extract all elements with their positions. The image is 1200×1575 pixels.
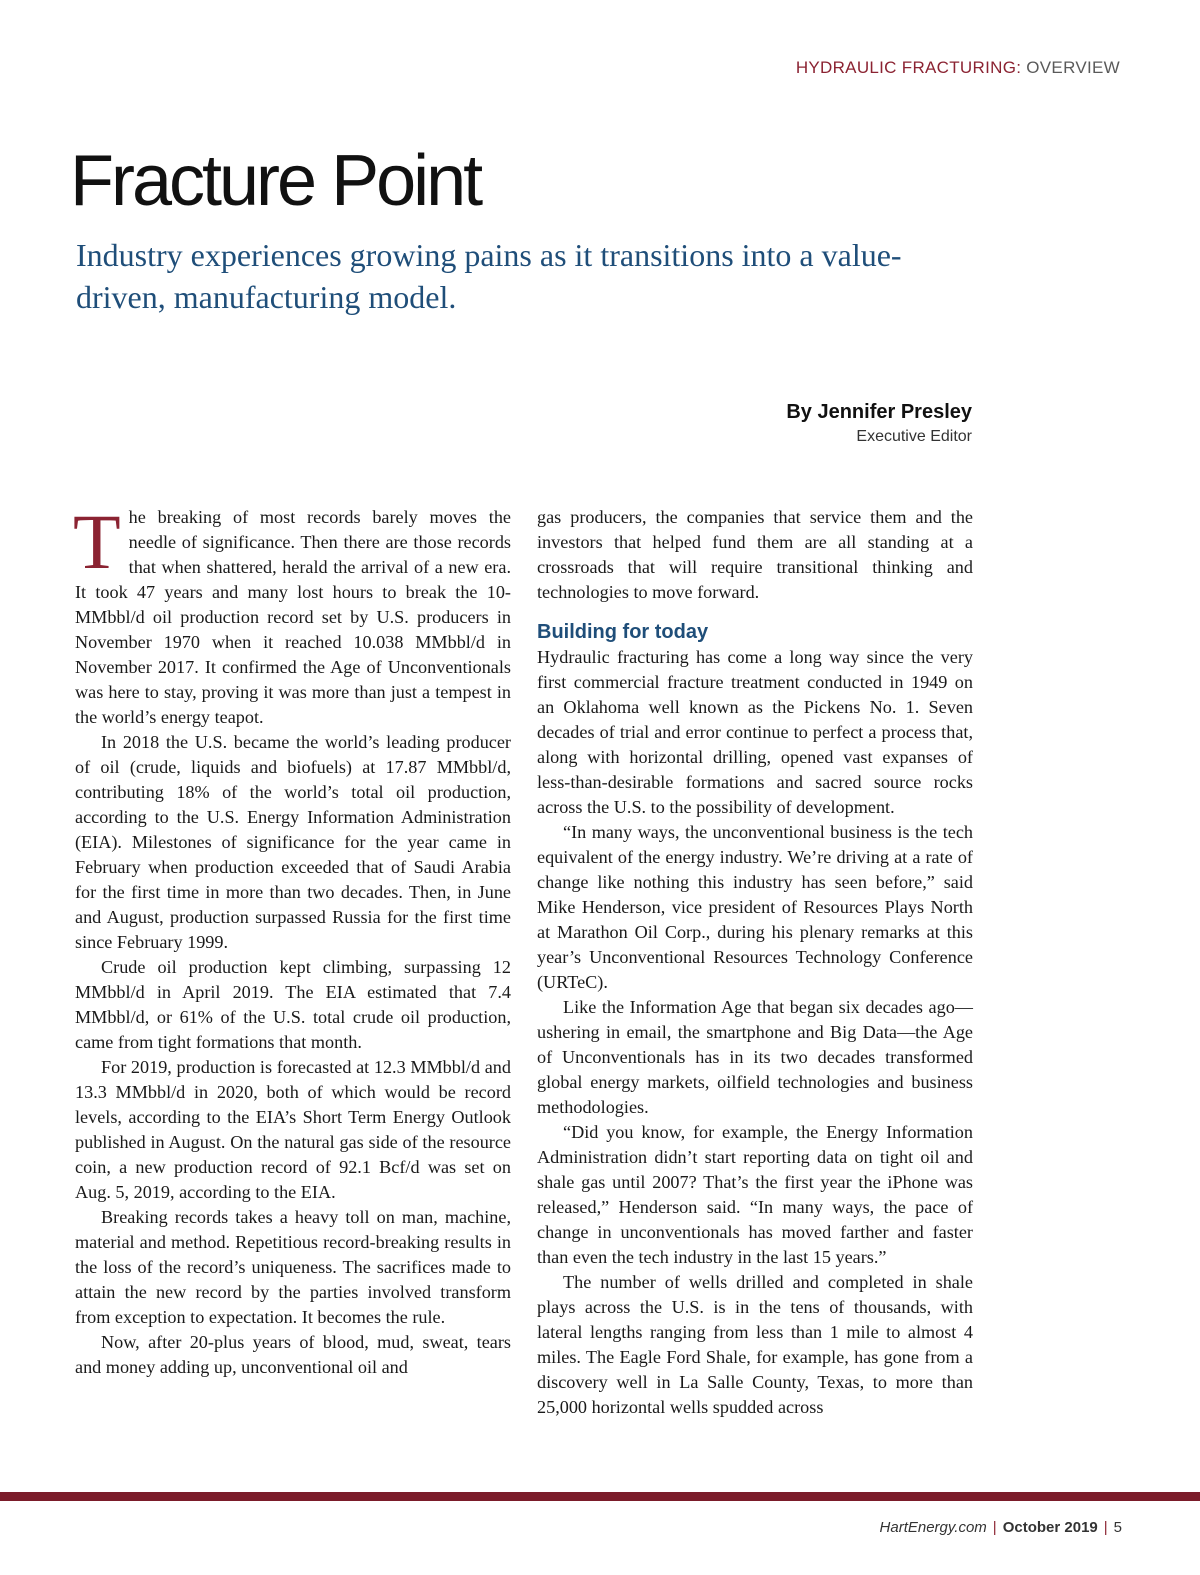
paragraph: The number of wells drilled and completed in shale plays across the U.S. is in the tens of thousands, with lateral lengths ranging from less than 1 mile to almost 4 miles. The Eagle Ford Shale, for example, has gone from a discovery well in La Salle County, Texas, to more than 25,000 horizontal wells spudded across [537,1272,973,1417]
author-name: By Jennifer Presley [786,401,972,423]
paragraph: “Did you know, for example, the Energy Information Administration didn’t start reporting data on tight oil and shale gas until 2007? That’s the first year the iPhone was released,” Henderson said. “In many ways, the pace of change in unconventionals has moved farther and faster than even the tech industry in the last 15 years.” [537,1122,973,1267]
paragraph: Like the Information Age that began six decades ago—ushering in email, the smartphone and Big Data—the Age of Unconventionals has in its two decades transformed global energy markets, oilfield technologies and business methodologies. [537,997,973,1117]
paragraph: gas producers, the companies that service them and the investors that helped fund them are all standing at a crossroads that will require transitional thinking and technologies to move forward. [537,507,973,602]
paragraph: Now, after 20-plus years of blood, mud, sweat, tears and money adding up, unconventional oil and [75,1332,511,1377]
paragraph: For 2019, production is forecasted at 12.3 MMbbl/d and 13.3 MMbbl/d in 2020, both of which would be record levels, according to the EIA’s Short Term Energy Outlook published in August. On the natural gas side of the resource coin, a new production record of 92.1 Bcf/d was set on Aug. 5, 2019, according to the EIA. [75,1057,511,1202]
footer-rule [0,1492,1200,1501]
paragraph [73,498,511,730]
section-label [796,58,1120,78]
paragraph-text: he breaking of most records barely moves the needle of significance. Then there are those records that when shattered, herald the arrival of a new era. It took 47 years and many lost hours to break the 10-MMbbl/d oil production record set by U.S. producers in November 1970 when it reached 10.038 MMbbl/d in November 2017. It confirmed the Age of Unconventionals was here to stay, proving it was more than just a tempest in the world’s energy teapot. [75,507,511,727]
paragraph: Breaking records takes a heavy toll on man, machine, material and method. Repetitious record-breaking results in the loss of the record’s uniqueness. The sacrifices made to attain the new record by the parties involved transform from exception to expectation. It becomes the rule. [75,1207,511,1327]
left-column [73,498,511,1380]
section-label-accent: HYDRAULIC FRACTURING: [795,58,1022,77]
byline [786,398,972,448]
paragraph: “In many ways, the unconventional business is the tech equivalent of the energy industry. We’re driving at a rate of change like nothing this industry has seen before,” said Mike Henderson, vice president of Resources Plays North at Marathon Oil Corp., during his plenary remarks at this year’s Unconventional Resources Technology Conference (URTeC). [537,822,973,992]
page-footer [880,1519,1122,1536]
paragraph: In 2018 the U.S. became the world’s leading producer of oil (crude, liquids and biofuels) at 17.87 MMbbl/d, contributing 18% of the world’s total oil production, according to the U.S. Energy Information Administration (EIA). Milestones of significance for the year came in February when production exceeded that of Saudi Arabia for the first time in more than two decades. Then, in June and August, production surpassed Russia for the first time since February 1999. [75,732,511,952]
paragraph: Hydraulic fracturing has come a long way since the very first commercial fracture treatment conducted in 1949 on an Oklahoma well known as the Pickens No. 1. Seven decades of trial and error continue to perfect a process that, along with horizontal drilling, opened vast expanses of less-than-desirable formations and sacred source rocks across the U.S. to the possibility of development. [537,647,973,817]
right-column [537,505,973,1420]
page-number: 5 [1113,1519,1122,1536]
subhead: Building for today [537,621,709,643]
footer-date: October 2019 [1002,1519,1098,1536]
footer-site: HartEnergy.com [879,1519,987,1536]
section-label-rest: OVERVIEW [1021,58,1120,77]
author-role: Executive Editor [856,428,972,445]
article-title: Fracture Point [70,141,481,221]
dropcap: T [73,498,121,585]
article-deck: Industry experiences growing pains as it transitions into a value-driven, manufacturing model. [76,237,902,315]
footer-separator: | [1103,1519,1108,1536]
footer-separator: | [992,1519,997,1536]
paragraph: Crude oil production kept climbing, surpassing 12 MMbbl/d in April 2019. The EIA estimated that 7.4 MMbbl/d, or 61% of the U.S. total crude oil production, came from tight formations that month. [75,957,511,1052]
